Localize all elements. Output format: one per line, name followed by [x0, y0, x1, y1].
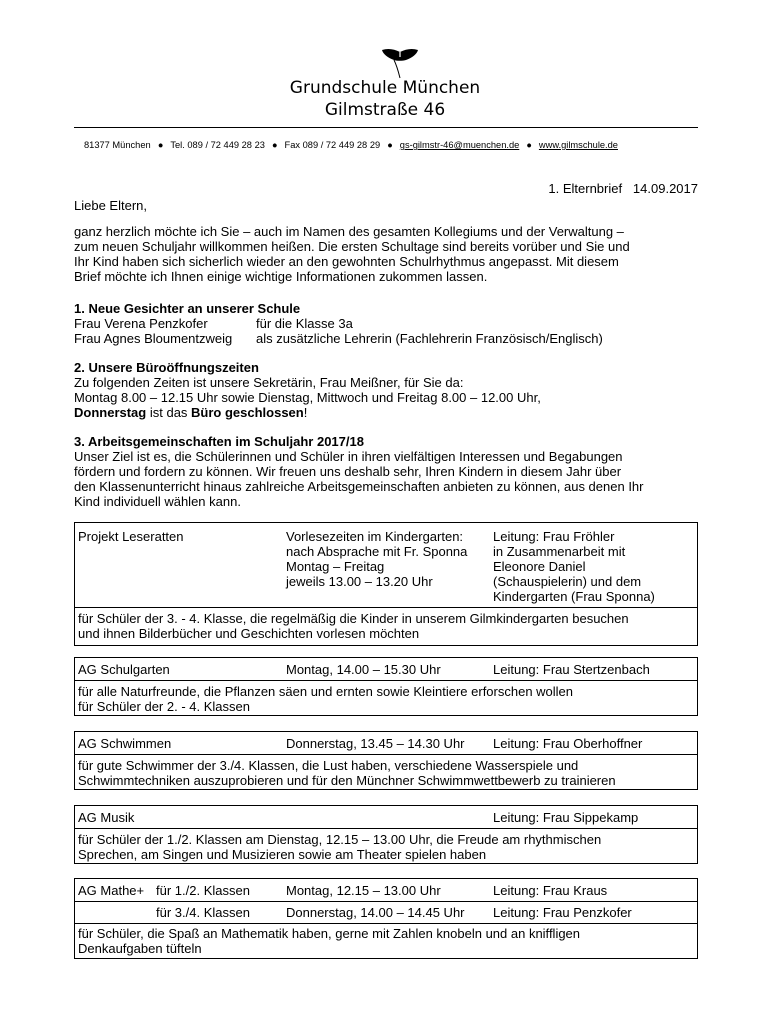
section-2-heading: 2. Unsere Büroöffnungszeiten [74, 360, 259, 375]
section-3-heading: 3. Arbeitsgemeinschaften im Schuljahr 2017/18 [74, 434, 364, 449]
ag-time: Montag, 12.15 – 13.00 Uhr [286, 883, 441, 898]
ag-lead: Leitung: Frau Sippekamp [493, 810, 639, 825]
school-name: Grundschule München [289, 78, 481, 98]
ag-intro-line: Unser Ziel ist es, die Schülerinnen und Schüler in ihren vielfältigen Interessen und Begabungen [74, 449, 623, 464]
section-1-heading: 1. Neue Gesichter an unserer Schule [74, 301, 301, 316]
ag-name: AG Schwimmen [78, 736, 172, 751]
ag-intro-line: Kind individuell wählen kann. [74, 494, 241, 509]
ag-description: für gute Schwimmer der 3./4. Klassen, die Lust haben, verschiedene Wasserspiele und Schwimmtechniken auszuprobieren und für den Münchner Schwimmwettbewerb zu trainieren [78, 758, 616, 788]
ag-intro-paragraph [74, 449, 644, 509]
ag-description: für Schüler der 3. - 4. Klasse, die regelmäßig die Kinder in unserem Gilmkindergarten besuchen und ihnen Bilderbücher und Geschichten vorlesen möchten [78, 611, 629, 641]
salutation: Liebe Eltern, [74, 198, 147, 213]
ag-lead: Leitung: Frau Oberhoffner [493, 736, 643, 751]
ag-name: AG Schulgarten [78, 662, 170, 677]
header-divider [74, 127, 698, 128]
ag-lead: Leitung: Frau Kraus [493, 883, 608, 898]
intro-line: ganz herzlich möchte ich Sie – auch im Namen des gesamten Kollegiums und der Verwaltung – [74, 224, 624, 239]
ag-lead: Leitung: Frau Fröhler in Zusammenarbeit mit Eleonore Daniel (Schauspielerin) und dem Kindergarten (Frau Sponna) [493, 529, 655, 604]
office-hours-line: Montag 8.00 – 12.15 Uhr sowie Dienstag, Mittwoch und Freitag 8.00 – 12.00 Uhr, [74, 390, 541, 405]
staff-name: Frau Agnes Bloumentzweig [74, 331, 233, 346]
ag-time: Montag, 14.00 – 15.30 Uhr [286, 662, 441, 677]
ag-time: Donnerstag, 13.45 – 14.30 Uhr [286, 736, 465, 751]
school-street: Gilmstraße 46 [324, 100, 446, 120]
ag-divider [75, 607, 697, 608]
intro-paragraph [74, 224, 630, 284]
intro-line: Ihr Kind haben sich sicherlich wieder an den gewohnten Schulrhythmus angepasst. Mit diesem [74, 254, 619, 269]
contact-line [84, 140, 618, 150]
contact-address: 81377 München [84, 140, 151, 150]
ag-divider [75, 828, 697, 829]
ag-box-musik [74, 805, 698, 864]
website-link[interactable]: www.gilmschule.de [538, 140, 618, 150]
ag-description: für alle Naturfreunde, die Pflanzen säen und ernten sowie Kleintiere erforschen wollen für Schüler der 2. - 4. Klassen [78, 684, 574, 714]
ginkgo-leaf-logo [380, 48, 420, 82]
ag-time: Donnerstag, 14.00 – 14.45 Uhr [286, 905, 465, 920]
ag-box-leseratten [74, 522, 698, 646]
office-hours-line: Zu folgenden Zeiten ist unsere Sekretärin, Frau Meißner, für Sie da: [74, 375, 464, 390]
ag-box-mathe [74, 878, 698, 959]
email-link[interactable]: gs-gilmstr-46@muenchen.de [399, 140, 520, 150]
bullet-icon: ● [526, 140, 532, 150]
ag-name: Projekt Leseratten [78, 529, 184, 544]
closed-notice: Büro geschlossen [191, 405, 304, 420]
bullet-icon: ● [387, 140, 393, 150]
staff-role: für die Klasse 3a [256, 316, 353, 331]
letter-reference: 1. Elternbrief 14.09.2017 [548, 181, 698, 196]
ag-lead: Leitung: Frau Stertzenbach [493, 662, 650, 677]
ag-divider [75, 680, 697, 681]
ag-divider [75, 754, 697, 755]
ag-time: Vorlesezeiten im Kindergarten: nach Absprache mit Fr. Sponna Montag – Freitag jeweils 13.00 – 13.20 Uhr [286, 529, 468, 589]
ag-name: AG Musik [78, 810, 135, 825]
contact-fax: Fax 089 / 72 449 28 29 [284, 140, 381, 150]
intro-line: zum neuen Schuljahr willkommen heißen. Die ersten Schultage sind bereits vorüber und Sie und [74, 239, 630, 254]
ag-description: für Schüler der 1./2. Klassen am Dienstag, 12.15 – 13.00 Uhr, die Freude am rhythmischen Sprechen, am Singen und Musizieren sowie am Theater spielen haben [78, 832, 602, 862]
ag-name: AG Mathe+ [78, 883, 145, 898]
ag-group: für 3./4. Klassen [156, 905, 250, 920]
ag-box-schulgarten [74, 657, 698, 716]
contact-phone: Tel. 089 / 72 449 28 23 [170, 140, 265, 150]
intro-line: Brief möchte ich Ihnen einige wichtige Informationen zukommen lassen. [74, 269, 488, 284]
ag-lead: Leitung: Frau Penzkofer [493, 905, 632, 920]
ag-description: für Schüler, die Spaß an Mathematik haben, gerne mit Zahlen knobeln und an kniffligen Denkaufgaben tüfteln [78, 926, 581, 956]
ag-box-schwimmen [74, 731, 698, 790]
staff-role: als zusätzliche Lehrerin (Fachlehrerin Französisch/Englisch) [256, 331, 603, 346]
ag-divider [75, 923, 697, 924]
closed-day: Donnerstag [74, 405, 147, 420]
office-closed-line: Donnerstag ist das Büro geschlossen! [74, 405, 308, 420]
bullet-icon: ● [271, 140, 278, 150]
ag-intro-line: fördern und fordern zu können. Wir freuen uns deshalb sehr, Ihren Kindern in diesem Jahr über [74, 464, 622, 479]
ag-group: für 1./2. Klassen [156, 883, 250, 898]
staff-name: Frau Verena Penzkofer [74, 316, 208, 331]
bullet-icon: ● [157, 140, 164, 150]
ag-divider [75, 901, 697, 902]
ag-intro-line: den Klassenunterricht hinaus zahlreiche Arbeitsgemeinschaften anbieten zu können, aus denen Ihr [74, 479, 644, 494]
